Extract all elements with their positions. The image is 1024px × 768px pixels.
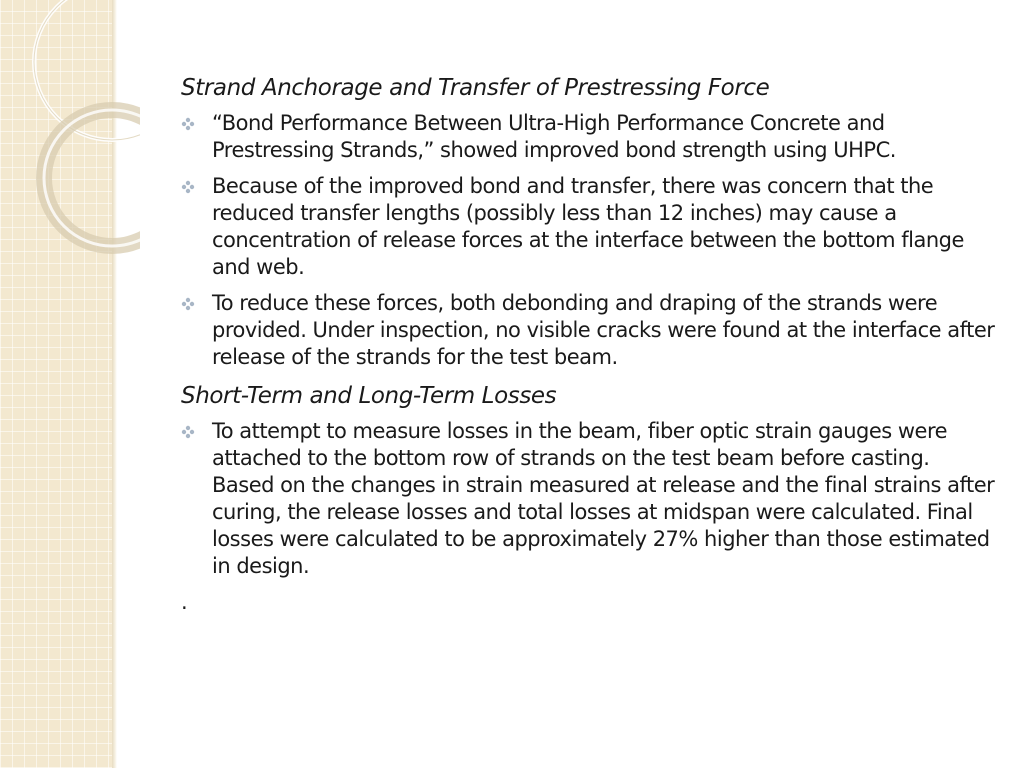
slide-content bbox=[181, 72, 996, 616]
list-item bbox=[181, 290, 996, 371]
decorative-rings-icon bbox=[0, 0, 140, 260]
bullet-text: To reduce these forces, both debonding and draping of the strands were provided. Under inspection, no visible cracks were found at the interface after release of the strands for the test beam. bbox=[212, 291, 995, 369]
bullet-text: Because of the improved bond and transfer, there was concern that the reduced transfer lengths (possibly less than 12 inches) may cause a concentration of release forces at the interface between the bottom flange and web. bbox=[212, 174, 964, 279]
section-heading: Short-Term and Long-Term Losses bbox=[181, 383, 557, 409]
diamond-bullet-icon bbox=[181, 180, 195, 194]
trailing-text: . bbox=[181, 590, 188, 614]
list-item bbox=[181, 418, 996, 580]
list-item bbox=[181, 110, 996, 164]
list-item bbox=[181, 173, 996, 281]
bullet-text: To attempt to measure losses in the beam, fiber optic strain gauges were attached to the bottom row of strands on the test beam before casting. Based on the changes in strain measured at release and the final strains after curing, the release losses and total losses at midspan were calculated. Final losses were calculated to be approximately 27% higher than those estimated in design. bbox=[212, 419, 995, 578]
bullet-list bbox=[181, 110, 996, 371]
diamond-bullet-icon bbox=[181, 117, 195, 131]
bullet-text: “Bond Performance Between Ultra-High Performance Concrete and Prestressing Strands,” showed improved bond strength using UHPC. bbox=[212, 111, 896, 162]
diamond-bullet-icon bbox=[181, 425, 195, 439]
diamond-bullet-icon bbox=[181, 297, 195, 311]
bullet-list bbox=[181, 418, 996, 580]
section-heading: Strand Anchorage and Transfer of Prestressing Force bbox=[181, 75, 770, 101]
